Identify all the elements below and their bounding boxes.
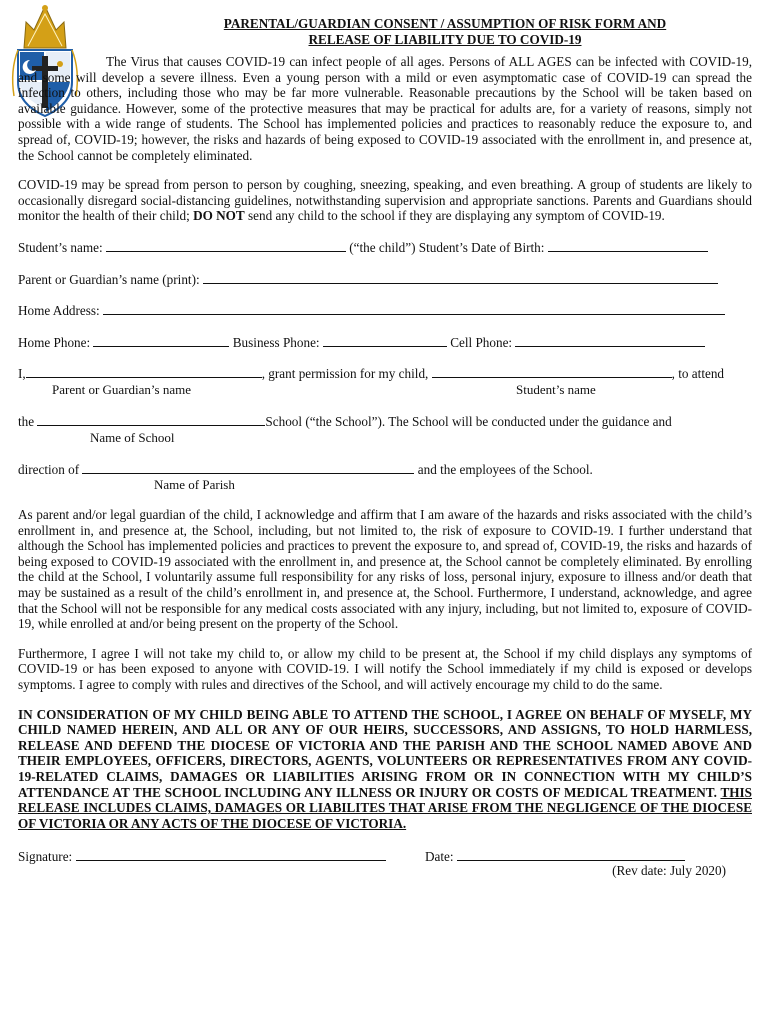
school-text: School (“the School”). The School will be conducted under the guidance and — [265, 413, 672, 429]
spread-paragraph: COVID-19 may be spread from person to person by coughing, sneezing, speaking, and even breathing. A group of students are likely to occasionally disregard social-distancing guidelines, notwithstanding supervision and appropriate sanctions. Parents and Guardians should monitor the health of their child; DO NOT send any child to the school if they are displaying any symptom of COVID-19. — [18, 177, 752, 224]
home-address-label: Home Address: — [18, 303, 100, 319]
home-phone-field[interactable] — [93, 333, 229, 347]
consent-form — [18, 12, 752, 879]
school-row — [18, 412, 752, 430]
signature-field[interactable] — [76, 847, 386, 861]
permission-captions — [18, 382, 752, 398]
parent-name-row — [18, 270, 752, 288]
school-caption: Name of School — [90, 429, 175, 445]
parish-row — [18, 460, 752, 478]
parent-signer-field[interactable] — [26, 364, 262, 378]
intro-paragraph: The Virus that causes COVID-19 can infect people of all ages. Persons of ALL AGES can be infected with COVID-19, and some will develop a severe illness. Even a young person with a mild or even asymptomatic case of COVID-19 can spread the infection to others, including those who may be far more vulnerable. Reasonable precautions by the School will be taken based on available guidance. However, some of the protective measures that may be practical for adults are, for a variety of reasons, simply not possible with a wide range of students. The School has implemented policies and practices to reasonably reduce the exposure to, and spread of, COVID-19; however, the risks and hazards of being exposed to COVID-19 associated with the enrollment in, and presence at, the School cannot be completely eliminated. — [18, 54, 752, 163]
to-attend-text: , to attend — [671, 366, 725, 382]
parent-name-label: Parent or Guardian’s name (print): — [18, 271, 200, 287]
form-title — [18, 16, 752, 48]
parent-name-field[interactable] — [203, 270, 718, 284]
permission-row — [18, 364, 752, 382]
student-name-label: Student’s name: — [18, 239, 103, 255]
signature-row — [18, 847, 752, 863]
parish-name-field[interactable] — [82, 460, 414, 474]
signature-label: Signature: — [18, 849, 73, 865]
date-field[interactable] — [457, 847, 685, 861]
parish-caption-row — [18, 477, 752, 493]
the-child-text: (“the child”) — [349, 239, 416, 255]
cell-phone-field[interactable] — [515, 333, 705, 347]
child-name-field[interactable] — [432, 364, 672, 378]
the-label: the — [18, 413, 35, 429]
student-name-field[interactable] — [106, 238, 346, 252]
acknowledgement-paragraph: As parent and/or legal guardian of the child, I acknowledge and affirm that I am aware of the hazards and risks associated with the child’s enrollment in, and presence at, the School, including, but not limited to, the risk of exposure to COVID-19. I further understand that although the School has implemented policies and practices to prevent the exposure to, and spread of, COVID-19, the risks and hazards of being exposed to COVID-19 associated with the enrollment in, and presence at, the School cannot be completely eliminated. By enrolling the child at the School, I voluntarily assume full responsibility for any risks of loss, personal injury, exposure to illness and/or death that may be sustained as a result of the child’s enrollment in, and presence at, the School. Furthermore, I understand, acknowledge, and agree that the School will not be responsible for any medical costs associated with any injury, including, but not limited to, exposure of COVID-19, while enrolled at and/or being present on the property of the School. — [18, 507, 752, 632]
employees-text: and the employees of the School. — [417, 461, 593, 477]
agreement-paragraph: Furthermore, I agree I will not take my child to, or allow my child to be present at, the School if my child displays any symptoms of COVID-19 or has been exposed to anyone with COVID-19. I will notify the School immediately if my child is exposed or develops symptoms. I agree to comply with rules and directives of the School, and will actively encourage my child to do the same. — [18, 645, 752, 693]
business-phone-field[interactable] — [323, 333, 447, 347]
student-name-row — [18, 238, 752, 256]
home-address-field[interactable] — [103, 301, 725, 315]
student-caption: Student’s name — [516, 381, 596, 397]
negligence-clause: THIS RELEASE INCLUDES CLAIMS, DAMAGES OR LIABILITES THAT ARISE FROM THE NEGLIGENCE OF THE DIOCESE OF VICTORIA OR ANY ACTS OF THE DIOCESE OF VICTORIA. — [18, 784, 752, 831]
cell-phone-label: Cell Phone: — [450, 334, 513, 350]
date-label: Date: — [425, 849, 454, 865]
phone-row — [18, 333, 752, 351]
parent-caption: Parent or Guardian’s name — [52, 381, 191, 397]
parish-caption: Name of Parish — [154, 477, 235, 493]
revision-date: (Rev date: July 2020) — [612, 863, 726, 879]
direction-label: direction of — [18, 461, 80, 477]
release-clause: IN CONSIDERATION OF MY CHILD BEING ABLE TO ATTEND THE SCHOOL, I AGREE ON BEHALF OF MYSELF, MY CHILD NAMED HEREIN, AND ALL OR ANY OF OUR HEIRS, SUCCESSORS, AND ASSIGNS, TO HOLD HARMLESS, RELEASE AND DEFEND THE DIOCESE OF VICTORIA AND THE PARISH AND THE SCHOOL NAMED ABOVE AND THEIR EMPLOYEES, OFFICERS, DIRECTORS, AGENTS, VOLUNTEERS OR REPRESENTATIVES FROM ANY COVID-19-RELATED CLAIMS, DAMAGES OR LIABILITIES ARISING FROM OR IN CONNECTION WITH MY CHILD’S ATTENDANCE AT THE SCHOOL INCLUDING ANY ILLNESS OR INJURY OR COSTS OF MEDICAL TREATMENT. THIS RELEASE INCLUDES CLAIMS, DAMAGES OR LIABILITES THAT ARISE FROM THE NEGLIGENCE OF THE DIOCESE OF VICTORIA OR ANY ACTS OF THE DIOCESE OF VICTORIA. — [18, 706, 752, 831]
i-label: I, — [18, 366, 26, 382]
home-address-row — [18, 301, 752, 319]
dob-label: Student’s Date of Birth: — [418, 239, 545, 255]
grant-text: , grant permission for my child, — [261, 366, 429, 382]
school-caption-row — [18, 430, 752, 446]
school-name-field[interactable] — [37, 412, 265, 426]
home-phone-label: Home Phone: — [18, 334, 91, 350]
form-title-line-2: RELEASE OF LIABILITY DUE TO COVID-19 — [308, 32, 582, 47]
business-phone-label: Business Phone: — [232, 334, 320, 350]
dob-field[interactable] — [548, 238, 708, 252]
do-not-emphasis: DO NOT — [193, 208, 245, 224]
form-title-line-1: PARENTAL/GUARDIAN CONSENT / ASSUMPTION OF RISK FORM AND — [223, 16, 667, 31]
